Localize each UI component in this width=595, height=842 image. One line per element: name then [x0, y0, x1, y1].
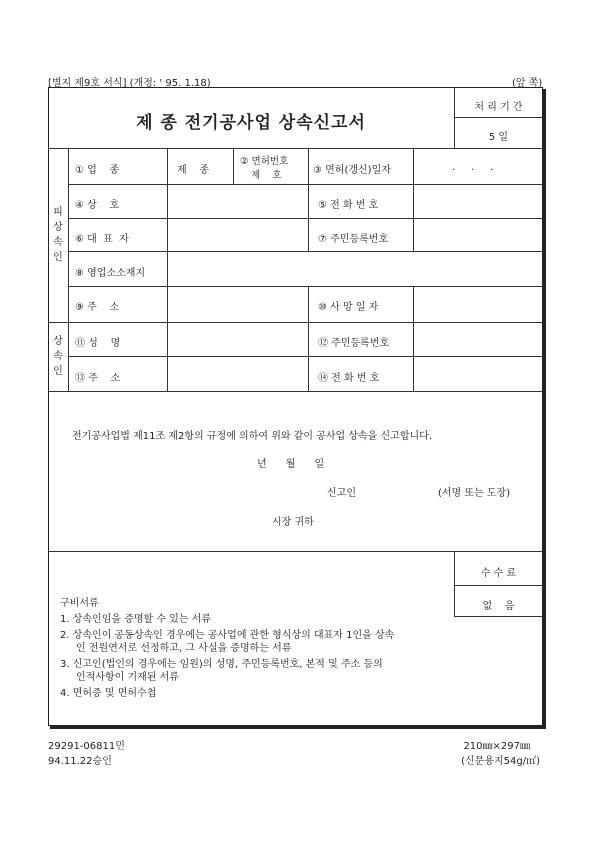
- license-number-value: 제 호: [251, 170, 282, 181]
- form-code: 29291-06811민: [48, 741, 125, 752]
- license-date-label: ③ 면허(갱신)일자: [313, 165, 391, 176]
- section-label-heir: 상 속 인: [53, 336, 63, 377]
- frame-shadow-right: [543, 89, 546, 729]
- documents-heading: 구비서류: [60, 598, 99, 609]
- resident-number-label-deceased: ⑦ 주민등록번호: [318, 234, 389, 245]
- phone-label-heir: ⑭ 전 화 번 호: [318, 373, 380, 384]
- applicant-label: 신고인: [327, 488, 356, 499]
- form-title: 제 종 전기공사업 상속신고서: [136, 113, 366, 133]
- document-item-1: 1. 상속인임을 증명할 수 있는 서류: [60, 614, 212, 625]
- declaration-date: 년 월 일: [257, 459, 325, 470]
- paper-size: 210㎜×297㎜: [463, 741, 530, 752]
- processing-value: 5 일: [488, 132, 509, 143]
- form-reference: [별지 제9호 서식] (개정: ' 95. 1.18): [48, 78, 211, 89]
- frame-shadow-bottom: [50, 726, 546, 729]
- resident-number-label-heir: ⑫ 주민등록번호: [318, 338, 390, 349]
- address-label-heir: ⑬ 주 소: [75, 373, 121, 384]
- addressee-label: 시장 귀하: [272, 517, 314, 528]
- page-side-label: (앞 쪽): [512, 78, 543, 89]
- business-type-label: ① 업 종: [75, 165, 120, 176]
- business-type-value: 제 종: [177, 165, 210, 176]
- company-name-label: ④ 상 호: [75, 200, 120, 211]
- document-item-2: 2. 상속인이 공동상속인 경우에는 공사업에 관한 형식상의 대표자 1인을 상속: [60, 630, 395, 641]
- document-item-3-cont: 인적사항이 기재된 서류: [76, 672, 179, 683]
- approval-date: 94.11.22승인: [48, 756, 112, 767]
- license-number-label: ② 면허번호: [240, 156, 289, 167]
- document-item-3: 3. 신고인(법인의 경우에는 임원)의 성명, 주민등록번호, 본적 및 주소 등의: [60, 659, 383, 670]
- heir-name-label: ⑪ 성 명: [75, 338, 121, 349]
- representative-label: ⑥ 대 표 자: [75, 234, 129, 245]
- document-item-4: 4. 면허증 및 면허수첩: [60, 688, 157, 699]
- fee-label: 수 수 료: [480, 568, 517, 579]
- document-item-2-cont: 인 전원연서로 선정하고, 그 사실을 증명하는 서류: [76, 643, 292, 654]
- paper-type: (신문용지54g/㎡): [461, 756, 540, 767]
- address-label-deceased: ⑨ 주 소: [75, 302, 120, 313]
- license-date-value: . . .: [452, 162, 494, 173]
- office-location-label: ⑧ 영업소소재지: [75, 268, 146, 279]
- phone-label-deceased: ⑤ 전 화 번 호: [318, 200, 379, 211]
- fee-value: 없 음: [482, 601, 515, 612]
- signature-label: (서명 또는 도장): [438, 488, 511, 499]
- processing-label: 처 리 기 간: [474, 102, 523, 113]
- declaration-statement: 전기공사업법 제11조 제2항의 규정에 의하여 위와 같이 공사업 상속을 신고합니다.: [72, 431, 432, 442]
- section-label-deceased: 피 상 속 인: [53, 207, 63, 263]
- death-date-label: ⑩ 사 망 일 자: [318, 302, 379, 313]
